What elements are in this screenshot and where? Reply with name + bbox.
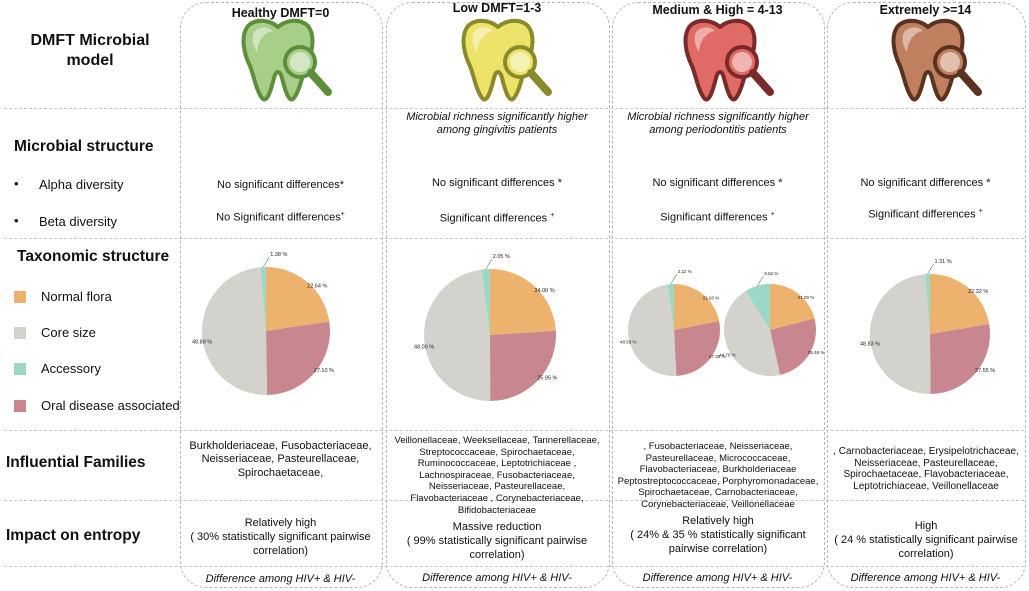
section-microbial-structure: Microbial structure (14, 138, 154, 155)
beta-value-healthy (180, 208, 381, 225)
row-divider (4, 238, 1024, 239)
pie-slice-core-size (628, 284, 676, 376)
beta-text: Significant differences (439, 212, 548, 225)
column-header-medium: Medium & High = 4-13 (652, 3, 783, 17)
beta-value-medium (612, 208, 823, 225)
tooth-magnifier-icon-healthy (238, 18, 338, 104)
alpha-value-medium: No significant differences * (652, 177, 783, 189)
richness-note-low: Microbial richness significantly higher among gingivitis patients (406, 111, 588, 136)
pie-slice-oral-disease-associated (930, 324, 990, 394)
column-header-low: Low DMFT=1-3 (452, 1, 542, 15)
legend-swatch-core-size (14, 327, 26, 339)
families-healthy: Burkholderiaceae, Fusobacteriaceae, Neisseriaceae, Pasteurellaceae, Spirochaetaceae, (189, 440, 372, 479)
beta-mark: + (550, 212, 555, 219)
beta-mark: + (340, 211, 345, 218)
legend-label: Oral disease associated (41, 398, 180, 413)
entropy-title: High (914, 520, 938, 532)
footer-hiv-extreme: Difference among HIV+ & HIV- (850, 572, 1001, 584)
pie-leader-line (928, 264, 934, 274)
bullet: • (14, 213, 19, 228)
pie-label-oral-disease-associated: 25.48 % (807, 349, 825, 355)
legend-swatch-accessory (14, 363, 26, 375)
entropy-detail: ( 99% statistically significant pairwise correlation) (406, 535, 588, 561)
pie-label-normal-flora: 22.32 % (968, 289, 989, 296)
pie-label-core-size: 48.83 % (859, 341, 881, 348)
beta-mark: + (978, 208, 983, 215)
bullet: • (14, 176, 19, 191)
row-divider (4, 566, 1024, 567)
page-title: DMFT Microbial model (30, 32, 150, 69)
legend-label: Accessory (41, 361, 101, 376)
beta-text: No Significant differences (216, 211, 341, 224)
legend-swatch-oral-disease-associated (14, 400, 26, 412)
pie-slice-normal-flora (490, 269, 556, 335)
beta-value-low (386, 209, 608, 226)
alpha-value-low: No significant differences * (431, 177, 563, 189)
beta-text: Significant differences (660, 211, 768, 224)
richness-note-medium: Microbial richness significantly higher among periodontitis patients (627, 111, 809, 136)
pie-label-oral-disease-associated: 27.55 % (974, 367, 996, 374)
beta-mark: + (770, 211, 775, 218)
pie-leader-line (757, 276, 763, 286)
footer-hiv-medium: Difference among HIV+ & HIV- (642, 572, 793, 584)
section-influential-families: Influential Families (6, 454, 146, 471)
pie-chart-medium-a (616, 270, 728, 388)
entropy-medium (620, 514, 816, 556)
column-header-healthy: Healthy DMFT=0 (231, 6, 330, 20)
pie-slice-normal-flora (930, 274, 989, 334)
pie-label-core-size: 48.88 % (191, 339, 213, 346)
families-low: Veillonellaceae, Weeksellaceae, Tannerellaceae, Streptococcaceae, Spirochaetaceae, Ruminococcaceae, Leptotrichiaceae , Lachnospiraceae, Fusobacteriaceae, Neisseriaceae, Pasteurellaceae, Flavobacteriaceae , Corynebacteriaceae, Bifidobacteriaceae (394, 435, 600, 516)
pie-slice-core-size (424, 270, 490, 401)
row-label-alpha-diversity: Alpha diversity (39, 177, 124, 192)
pie-label-oral-disease-associated: 27.26 % (709, 353, 726, 359)
pie-chart-extreme (850, 254, 1026, 414)
pie-label-normal-flora: 21.00 % (797, 294, 815, 300)
pie-chart-low (400, 250, 600, 422)
section-taxonomic-structure: Taxonomic structure (17, 248, 170, 265)
footer-hiv-low: Difference among HIV+ & HIV- (422, 572, 572, 584)
pie-label-normal-flora: 24.00 % (534, 287, 555, 294)
tooth-magnifier-icon-medium (680, 18, 780, 104)
entropy-title: Massive reduction (452, 521, 542, 533)
families-medium: , Fusobacteriaceae, Neisseriaceae, Pasteurellaceae, Micrococcaceae, Flavobacteriaceae, Burkholderiaceae Peptostreptococcaceae, Porphyromonadaceae, Spirochaetaceae, Carnobacteriaceae, Corynebacteriaceae, Veillonellaceae (617, 441, 819, 510)
entropy-detail: ( 24 % statistically significant pairwise correlation) (834, 534, 1018, 560)
pie-leader-line (263, 257, 269, 267)
legend-label: Core size (41, 325, 96, 340)
pie-label-accessory: 1.38 % (270, 252, 288, 259)
entropy-extreme (834, 519, 1018, 561)
alpha-value-healthy: No significant differences* (217, 179, 344, 191)
tooth-magnifier-icon-low (458, 18, 558, 104)
row-divider (4, 430, 1024, 431)
beta-value-extreme (827, 205, 1024, 222)
pie-label-core-size: 48.00 % (414, 344, 435, 351)
footer-hiv-healthy: Difference among HIV+ & HIV- (205, 573, 356, 585)
pie-chart-healthy (188, 246, 374, 418)
beta-text: Significant differences (868, 208, 976, 221)
pie-label-accessory: 2.05 % (492, 254, 510, 261)
pie-label-core-size: 48.59 % (619, 339, 637, 345)
pie-chart-medium-b (716, 270, 825, 388)
entropy-detail: ( 30% statistically significant pairwise correlation) (190, 531, 371, 557)
families-extreme: , Carnobacteriaceae, Erysipelotrichaceae, Neisseriaceae, Pasteurellaceae, Spirochaetaceae, Flavobacteriaceae, Leptotrichiaceae, Veillonellaceae (833, 446, 1019, 492)
pie-label-normal-flora: 21.93 % (702, 295, 720, 301)
entropy-detail: ( 24% & 35 % statistically significant pairwise correlation) (630, 529, 806, 555)
legend-label: Normal flora (41, 289, 112, 304)
pie-label-core-size: 44.70 % (719, 352, 736, 358)
pie-label-oral-disease-associated: 25.95 % (537, 375, 558, 382)
legend-swatch-normal-flora (14, 291, 26, 303)
pie-leader-line (486, 259, 492, 269)
tooth-magnifier-icon-extreme (888, 18, 988, 104)
pie-label-normal-flora: 22.64 % (307, 283, 328, 290)
entropy-low (398, 520, 596, 562)
entropy-title: Relatively high (682, 515, 754, 527)
row-divider (4, 108, 1024, 109)
row-label-beta-diversity: Beta diversity (39, 214, 118, 229)
pie-slice-normal-flora (266, 267, 329, 331)
pie-label-accessory: 8.82 % (764, 270, 779, 276)
entropy-healthy (186, 516, 375, 558)
entropy-title: Relatively high (244, 517, 317, 529)
pie-label-accessory: 2.22 % (677, 269, 692, 275)
pie-slice-core-size (202, 267, 267, 395)
pie-label-accessory: 1.31 % (934, 259, 952, 266)
alpha-value-extreme: No significant differences * (860, 177, 991, 189)
pie-label-oral-disease-associated: 27.10 % (313, 367, 334, 374)
pie-leader-line (671, 274, 677, 284)
section-impact-on-entropy: Impact on entropy (6, 527, 141, 544)
pie-slice-core-size (870, 274, 931, 394)
pie-slice-oral-disease-associated (266, 322, 330, 395)
column-header-extreme: Extremely >=14 (879, 3, 972, 17)
pie-slice-oral-disease-associated (490, 331, 556, 401)
pie-slice-oral-disease-associated (674, 321, 720, 376)
